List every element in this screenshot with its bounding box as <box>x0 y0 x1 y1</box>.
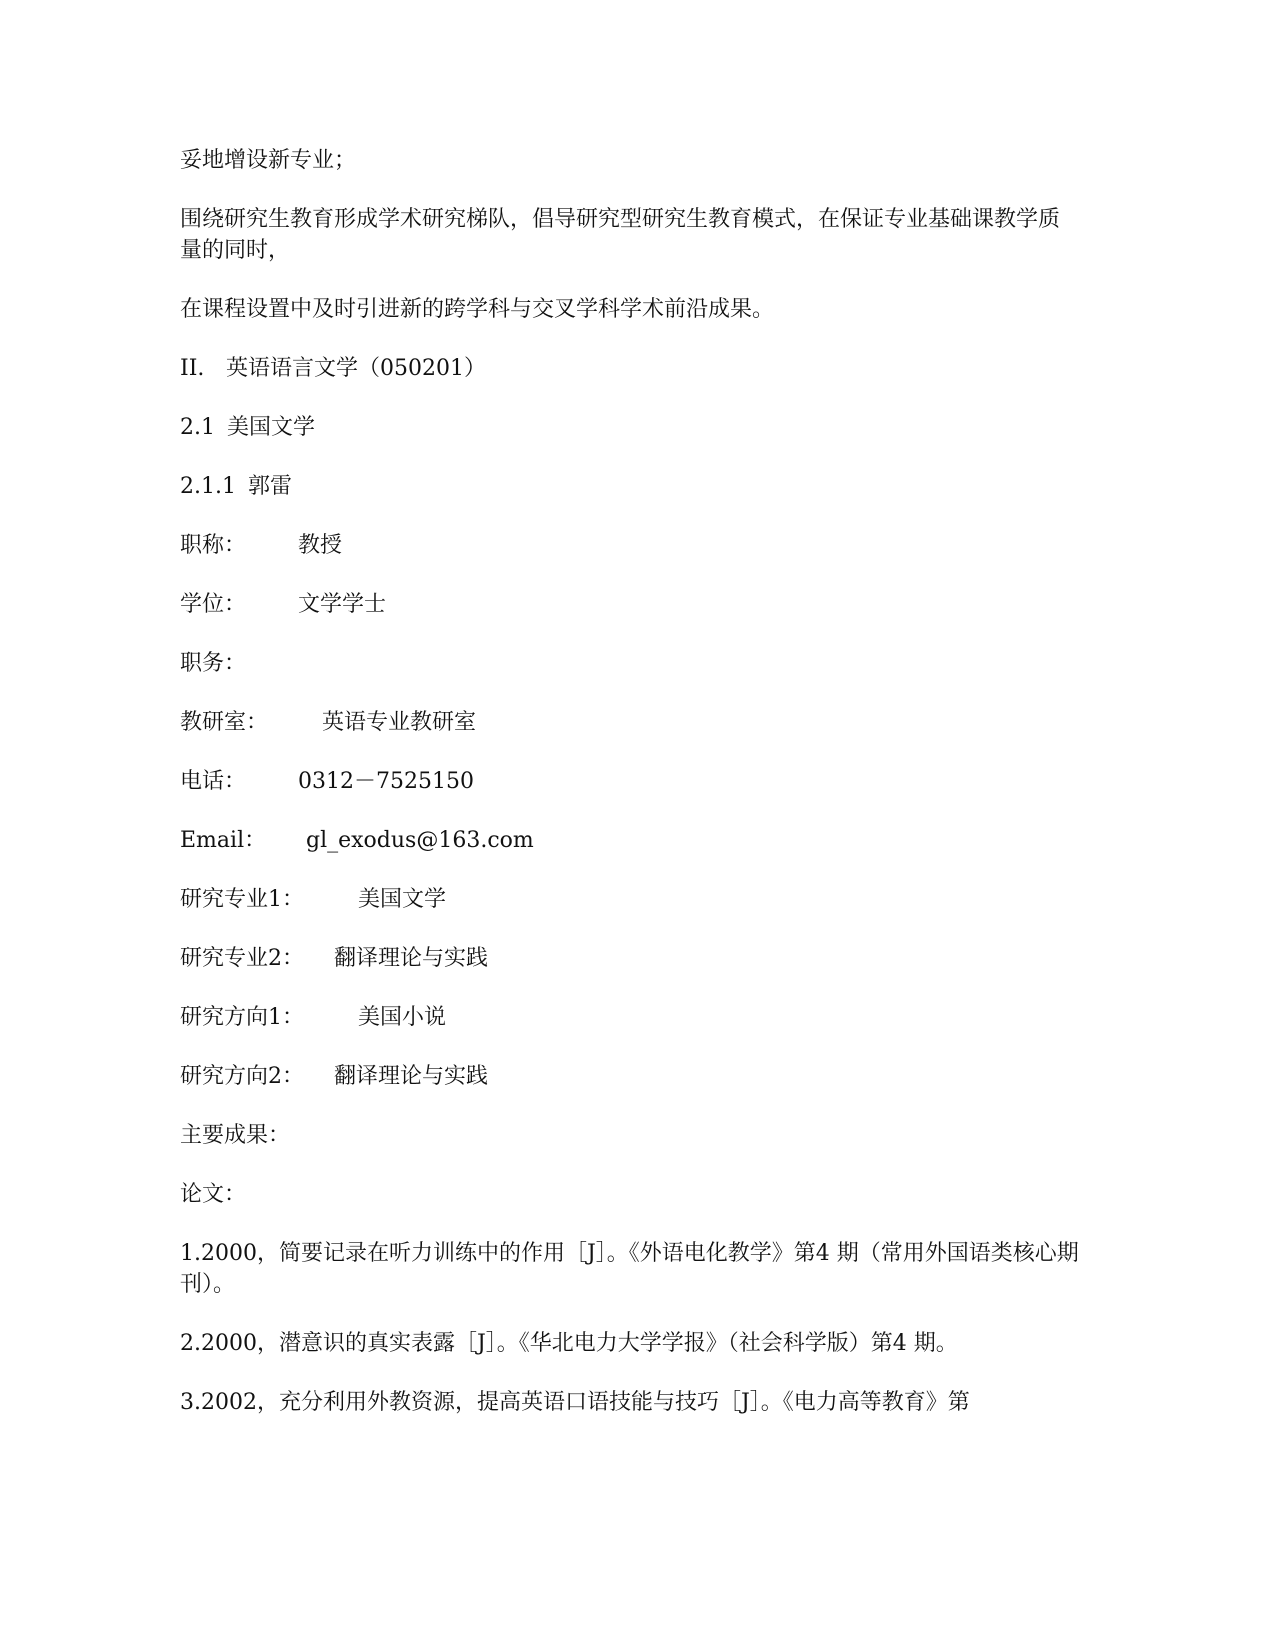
intro-paragraph-1: 妥地增设新专业； <box>180 148 357 173</box>
profile-label: 电话： <box>180 769 247 794</box>
profile-value: 文学学士 <box>298 592 387 617</box>
profile-position-row <box>180 648 1080 679</box>
profile-label: Email： <box>180 828 267 853</box>
paper-item-1: 1.2000，简要记录在听力训练中的作用［J］。《外语电化教学》第4 期（常用外国语类核心期刊）。 <box>180 1241 1079 1297</box>
section-title: 英语语言文学（050201） <box>226 356 486 381</box>
profile-value: gl_exodus@163.com <box>306 828 534 853</box>
profile-degree-row <box>180 589 1080 620</box>
intro-paragraph-3: 在课程设置中及时引进新的跨学科与交叉学科学术前沿成果。 <box>180 297 775 322</box>
profile-direction-2-row <box>180 1061 1080 1092</box>
section-number: II. <box>180 356 205 381</box>
profile-major-2-row <box>180 943 1080 974</box>
profile-phone-row <box>180 766 1080 797</box>
profile-label: 研究方向2： <box>180 1064 304 1089</box>
person-number: 2.1.1 <box>180 474 236 499</box>
profile-label: 职务： <box>180 651 247 676</box>
subsection-number: 2.1 <box>180 415 215 440</box>
paper-item-2: 2.2000，潜意识的真实表露［J］。《华北电力大学学报》（社会科学版）第4 期。 <box>180 1331 958 1356</box>
paper-item-3: 3.2002，充分利用外教资源，提高英语口语技能与技巧［J］。《电力高等教育》第 <box>180 1390 970 1415</box>
profile-label: 职称： <box>180 533 247 558</box>
profile-value: 英语专业教研室 <box>322 710 477 735</box>
subsection-title: 美国文学 <box>227 415 316 440</box>
section-heading <box>180 353 1080 384</box>
profile-email-row <box>180 825 1080 856</box>
profile-value: 翻译理论与实践 <box>334 1064 489 1089</box>
intro-paragraph-2: 围绕研究生教育形成学术研究梯队，倡导研究型研究生教育模式，在保证专业基础课教学质量的同时， <box>180 207 1061 263</box>
profile-value: 教授 <box>298 533 343 558</box>
profile-label: 研究专业1： <box>180 887 304 912</box>
profile-label: 研究专业2： <box>180 946 304 971</box>
profile-label: 学位： <box>180 592 247 617</box>
subsection-heading <box>180 412 1080 443</box>
papers-label: 论文： <box>180 1182 247 1207</box>
profile-value: 美国文学 <box>358 887 447 912</box>
profile-label: 研究方向1： <box>180 1005 304 1030</box>
person-heading <box>180 471 1080 502</box>
person-name: 郭雷 <box>247 474 292 499</box>
profile-value: 翻译理论与实践 <box>334 946 489 971</box>
profile-value: 美国小说 <box>358 1005 447 1030</box>
profile-major-1-row <box>180 884 1080 915</box>
document-page <box>180 145 1080 1446</box>
achievements-label: 主要成果： <box>180 1123 291 1148</box>
profile-title-row <box>180 530 1080 561</box>
profile-label: 教研室： <box>180 710 269 735</box>
profile-value: 0312－7525150 <box>298 769 474 794</box>
profile-direction-1-row <box>180 1002 1080 1033</box>
profile-department-row <box>180 707 1080 738</box>
